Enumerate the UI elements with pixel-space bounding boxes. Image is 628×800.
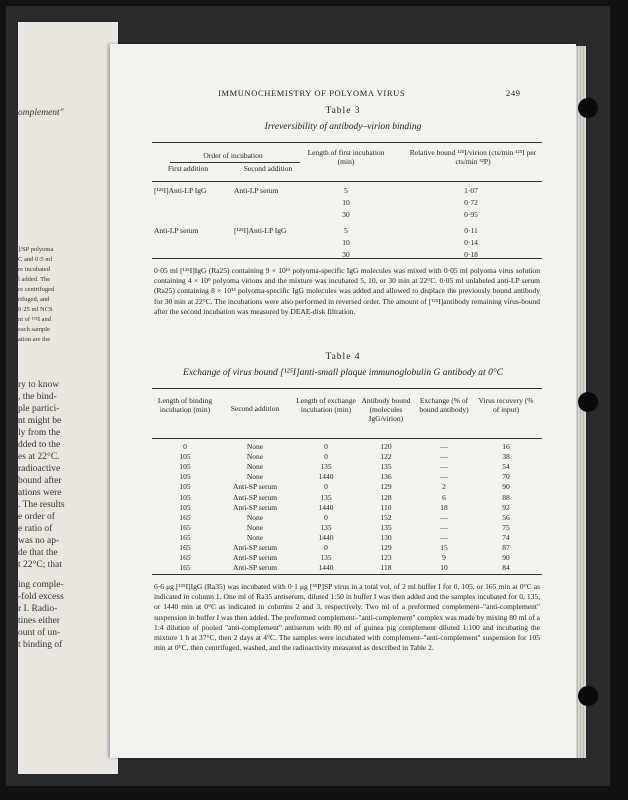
table3-cell-first: Anti-LP serum (154, 226, 199, 235)
table4-cell: 128 (380, 492, 392, 502)
table4-cell: 105 (179, 502, 191, 512)
table4-cell: 165 (179, 553, 191, 563)
left-page-line: e ratio of (18, 524, 53, 534)
table4-cell: None (246, 522, 264, 532)
table4-cell: None (246, 462, 264, 472)
table4-cell: 84 (502, 563, 510, 573)
table4-cell: 87 (502, 543, 510, 552)
table4-cell: 129 (380, 543, 392, 552)
table3-cell-length: 5 (344, 226, 348, 235)
table4-cell: 120 (380, 442, 392, 451)
table3-cell-bound: 0·18 (464, 250, 478, 259)
table4-cell: — (440, 452, 448, 462)
table4-cell: Anti-SP serum (232, 502, 278, 512)
table4-cell: Anti-SP serum (232, 482, 278, 492)
left-page-line: dded to the (18, 440, 61, 450)
running-head: IMMUNOCHEMISTRY OF POLYOMA VIRUS (218, 88, 406, 98)
table4-cell: 129 (380, 482, 392, 492)
left-page-line: bound after (18, 476, 62, 486)
table4-cell: 122 (380, 452, 392, 462)
left-page-line: was no ap- (18, 536, 60, 546)
table4-cell: 38 (502, 452, 510, 462)
left-page-line: e order of (18, 512, 55, 522)
table4-caption: Exchange of virus bound [¹²⁵I]anti-small plaque immunoglobulin G antibody at 0°C (183, 368, 503, 378)
table4-cell: 75 (502, 522, 510, 532)
table3-cell-second: Anti-LP serum (234, 186, 279, 195)
table4-header-exchange: Length of exchange incubation (min) (296, 396, 356, 414)
table4-cell: 105 (179, 462, 191, 472)
table4-cell: None (246, 532, 264, 542)
table4-cell: 74 (502, 532, 510, 542)
table3-footnote: 0·05 ml [¹²⁵I]IgG (Ra25) containing 9 × 10¹¹ polyoma-specific IgG molecules was mixed with 0·05 ml polyoma virus solution containing 4 × 10⁹ polyoma virions and the mixture was incubated 5, 10, or 30 min at 22°C. 0·05 ml unlabeled anti-LP serum (Ra25) containing 8 × 10¹³ polyoma-specific IgG molecules was added and allowed to displace the previously bound antibody for 30 min at 22°C. The incubations were also performed in reversed order. The amount of [¹²⁵I]antibody remaining virus-bound after the second incubation was measured by DEAE-disk filtration. (154, 266, 540, 316)
table4-cell: — (440, 522, 448, 532)
table3-cell-first: [¹²⁵I]Anti-LP IgG (154, 186, 207, 195)
left-page-line: t 22°C; that (18, 560, 62, 570)
table3-cell-bound: 1·07 (464, 186, 478, 195)
left-page-line: es at 22°C. (18, 452, 60, 462)
left-page-line: ]/SP polyoma (18, 246, 54, 253)
table4-cell: 130 (380, 532, 392, 542)
left-page-line: tines either (18, 616, 60, 626)
table4-cell: Anti-SP serum (232, 492, 278, 502)
table4-cell: 15 (440, 543, 448, 552)
page-number: 249 (506, 88, 521, 98)
table4-cell: — (440, 462, 448, 472)
table4-top-rule (152, 388, 542, 389)
table4-cell: 18 (440, 502, 448, 512)
table4-cell: 0 (324, 452, 328, 462)
table3-header-order: Order of incubation (203, 151, 263, 160)
table4-cell: 123 (380, 553, 392, 563)
table4-header-recovery: Virus recovery (% of input) (478, 396, 534, 414)
table4-cell: 135 (320, 553, 332, 563)
table3-title: Table 3 (325, 106, 361, 116)
table4-cell: 165 (179, 543, 191, 552)
table3-bottom-rule (152, 258, 542, 259)
left-page-line: ount of un- (18, 628, 61, 638)
table4-header-binding: Length of binding incubation (min) (157, 396, 213, 414)
left-page-line: ly from the (18, 428, 61, 438)
table4-cell: 165 (179, 512, 191, 522)
table4-cell: 0 (183, 442, 187, 451)
left-page-line: l added. The (18, 276, 51, 283)
table4-cell: 0 (324, 512, 328, 522)
table4-cell: 135 (320, 522, 332, 532)
table3-cell-bound: 0·14 (464, 238, 478, 247)
table4-header-second: Second addition (230, 404, 280, 413)
table4-cell: Anti-SP serum (232, 563, 278, 573)
table4-cell: 136 (380, 472, 392, 482)
table4-bottom-rule (152, 574, 542, 575)
table4-cell: 9 (442, 553, 446, 563)
table3-cell-length: 5 (344, 186, 348, 195)
binder-hole-top (578, 98, 598, 118)
table4-cell: 0 (324, 442, 328, 451)
table4-cell: Anti-SP serum (232, 553, 278, 563)
left-page-line: C and 0·5 ml (18, 256, 53, 263)
table4-cell: 1440 (318, 472, 334, 482)
table4-cell: 110 (380, 502, 392, 512)
table3-top-rule (152, 142, 542, 143)
table4-cell: 6 (442, 492, 446, 502)
table4-cell: 135 (320, 492, 332, 502)
table4-cell: 165 (179, 532, 191, 542)
table4-cell: — (440, 532, 448, 542)
table4-header-exchange-pct: Exchange (% of bound antibody) (419, 396, 469, 414)
table3-cell-length: 30 (342, 250, 350, 259)
left-page-line: omplement" (18, 108, 64, 118)
left-page-line: t binding of (18, 640, 63, 650)
table4-cell: 90 (502, 482, 510, 492)
table4-cell: 105 (179, 482, 191, 492)
table4-cell: 0 (324, 543, 328, 552)
left-page-line: , the bind- (18, 392, 57, 402)
table4-cell: None (246, 442, 264, 451)
main-page (110, 44, 576, 758)
left-page-line: ations were (18, 488, 62, 498)
table4-cell: 105 (179, 472, 191, 482)
table4-cell: 165 (179, 522, 191, 532)
table4-cell: 56 (502, 512, 510, 522)
table4-footnote: 6·6 μg [¹²⁵I]IgG (Ra35) was incubated with 0·1 μg [³⁵P]SP virus in a total vol. of 2 ml buffer I for 0, 105, or 165 min at 0°C as indicated in column 1. One ml of Ra35 antiserum, diluted 1:50 in buffer I was then added and the samples incubated for 0, 135, or 1440 min at 0°C as indicated in columns 2 and 3, respectively. Two ml of a preformed complement–"anti-complement" suspension in buffer I was then added. The preformed complement–"anti-complement" complex was made by mixing 80 ml of a 1:4 dilution of pooled "anti-complement" antiserum with 80 ml of guinea pig complement diluted 1:100 and incubating the mixture 1 h at 37°C, then 2 days at 4°C. The samples were incubated with complement–"anti-complement" suspension for 105 min at 0°C, then centrifuged, washed, and the radioactivity measured as described in Table 2. (154, 582, 540, 653)
table4-cell: None (246, 512, 264, 522)
table4-cell: 16 (502, 442, 510, 451)
table3-header-rule (152, 181, 542, 182)
table4-cell: 10 (440, 563, 448, 573)
left-page-line: nt of ¹²⁵I and (18, 316, 52, 323)
table3-cell-bound: 0·11 (464, 226, 478, 235)
left-page-line: re centrifuged (18, 286, 55, 293)
binder-hole-bottom (578, 686, 598, 706)
table4-cell: 1440 (318, 563, 334, 573)
table3-header-length: Length of first incubation (min) (307, 148, 385, 166)
table4-cell: 105 (179, 452, 191, 462)
table3-cell-second: [¹²⁵I]Anti-LP IgG (234, 226, 287, 235)
table4-cell: 135 (320, 462, 332, 472)
table4-cell: 1440 (318, 532, 334, 542)
table4-header-bound: Antibody bound (molecules IgG/virion) (361, 396, 411, 423)
table4-cell: 1440 (318, 502, 334, 512)
table3-cell-length: 10 (342, 238, 350, 247)
left-page-line: radioactive (18, 464, 61, 474)
table4-cell: 90 (502, 553, 510, 563)
table4-cell: 92 (502, 502, 510, 512)
table4-cell: — (440, 512, 448, 522)
left-page-line: ry to know (18, 380, 60, 390)
table3-header-first: First addition (167, 164, 209, 173)
left-page-line: -fold excess (18, 592, 64, 602)
left-page-line: 0·25 ml NCS (18, 306, 53, 313)
table4-cell: 70 (502, 472, 510, 482)
table4-cell: 118 (380, 563, 392, 573)
left-page-line: ing comple- (18, 580, 64, 590)
table4-cell: 105 (179, 492, 191, 502)
left-page-line: each sample (18, 326, 50, 333)
table3-header-subrule (170, 162, 300, 163)
table4-title: Table 4 (325, 352, 361, 362)
table4-header-rule (152, 438, 542, 439)
left-page-line: ple partici- (18, 404, 60, 414)
left-page-line: ation are the (18, 336, 51, 343)
table4-cell: 0 (324, 482, 328, 492)
table3-caption: Irreversibility of antibody–virion binding (264, 122, 422, 132)
left-page-line: de that the (18, 548, 58, 558)
table4-cell: 135 (380, 522, 392, 532)
table4-cell: None (246, 472, 264, 482)
table4-cell: — (440, 442, 448, 451)
table4-cell: 54 (502, 462, 510, 472)
table3-cell-bound: 0·72 (464, 198, 478, 207)
left-page-line: rifuged, and (18, 296, 50, 303)
table4-cell: 135 (380, 462, 392, 472)
table4-cell: 2 (442, 482, 446, 492)
table3-cell-bound: 0·95 (464, 210, 478, 219)
left-page-line: r I. Radio- (18, 604, 58, 614)
table3-header-bound: Relative bound ¹²⁵I/virion (cts/min ¹²⁵I per cts/min ³²P) (409, 148, 537, 166)
left-page-line: nt might be (18, 416, 62, 426)
left-page-line: re incubated (18, 266, 50, 273)
table4-cell: 152 (380, 512, 392, 522)
left-facing-page (18, 22, 118, 774)
table3-cell-length: 30 (342, 210, 350, 219)
table3-header-second: Second addition (243, 164, 293, 173)
binder-hole-middle (578, 392, 598, 412)
table3-cell-length: 10 (342, 198, 350, 207)
table4-cell: None (246, 452, 264, 462)
table4-cell: — (440, 472, 448, 482)
left-page-line: . The results (18, 500, 65, 510)
table4-cell: Anti-SP serum (232, 543, 278, 552)
table4-cell: 165 (179, 563, 191, 573)
table4-cell: 88 (502, 492, 510, 502)
